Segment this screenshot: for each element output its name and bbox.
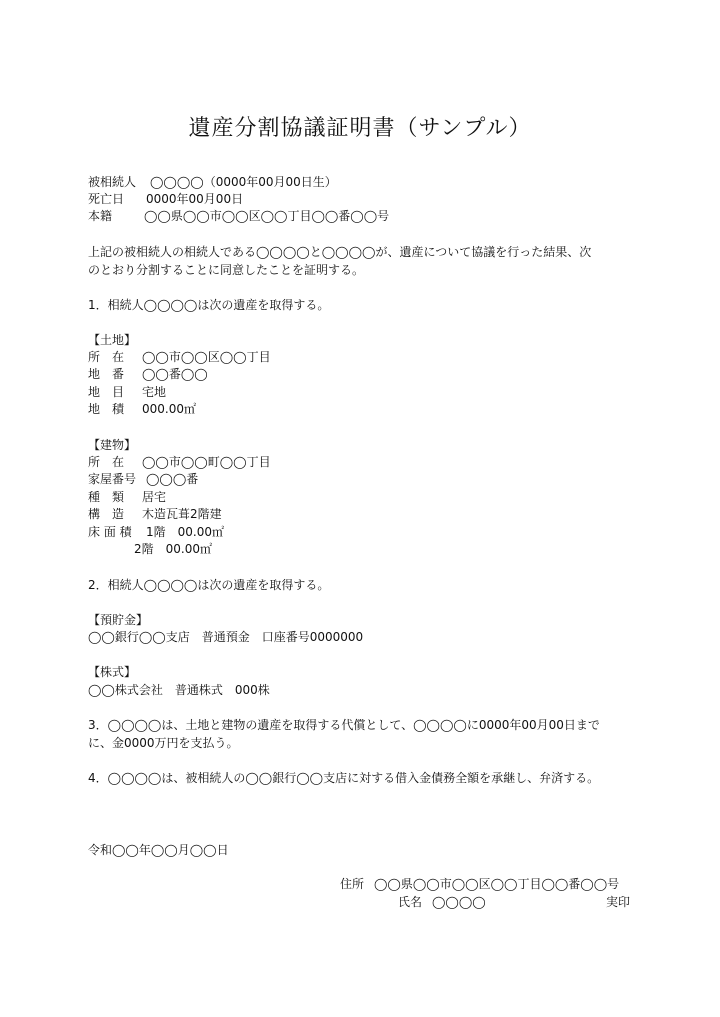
stock-header: 【株式】: [88, 665, 137, 679]
intro-line-1: 上記の被相続人の相続人である◯◯◯◯と◯◯◯◯が、遺産について協議を行った結果、次: [88, 245, 592, 259]
land-area-label: 地 積: [88, 402, 125, 416]
deceased-name-value: ◯◯◯◯（0000年00月00日生）: [150, 175, 337, 189]
domicile-label: 本籍: [88, 209, 113, 223]
land-lot-row: [88, 366, 208, 383]
building-house-no-row: [88, 471, 198, 488]
domicile-row: [88, 208, 389, 225]
building-structure-row: [88, 506, 222, 523]
deceased-name-row: [88, 174, 337, 191]
building-structure-label: 構 造: [88, 507, 125, 521]
building-location-label: 所 在: [88, 455, 125, 469]
building-house-no-label: 家屋番号: [88, 472, 137, 486]
building-location-row: [88, 454, 271, 471]
signature-name-value: ◯◯◯◯: [432, 895, 486, 909]
building-floor-row: [88, 524, 224, 541]
building-structure-value: 木造瓦葺2階建: [142, 507, 222, 521]
land-lot-value: ◯◯番◯◯: [142, 367, 208, 381]
clause3-line-2: に、金0000万円を支払う。: [88, 736, 239, 750]
signature-name-row: [398, 894, 486, 911]
land-area-row: [88, 401, 196, 418]
clause4-line-1: 4．◯◯◯◯は、被相続人の◯◯銀行◯◯支店に対する借入金債務全額を承継し、弁済する。: [88, 771, 600, 785]
deceased-name-label: 被相続人: [88, 175, 137, 189]
document-date: 令和◯◯年◯◯月◯◯日: [88, 843, 229, 857]
domicile-value: ◯◯県◯◯市◯◯区◯◯丁目◯◯番◯◯号: [144, 209, 390, 223]
signature-address-label: 住所: [340, 877, 365, 891]
land-lot-label: 地 番: [88, 367, 125, 381]
death-date-row: [88, 191, 243, 208]
signature-seal-label: 実印: [606, 895, 631, 909]
death-date-value: 0000年00月00日: [146, 192, 244, 206]
building-floor2-value: 2階 00.00㎡: [134, 542, 212, 556]
land-header: 【土地】: [88, 333, 137, 347]
land-category-label: 地 目: [88, 385, 125, 399]
stock-value: ◯◯株式会社 普通株式 000株: [88, 683, 270, 697]
building-type-label: 種 類: [88, 490, 125, 504]
document-title: 遺産分割協議証明書（サンプル）: [188, 116, 532, 141]
building-location-value: ◯◯市◯◯町◯◯丁目: [142, 455, 271, 469]
land-category-row: [88, 384, 166, 401]
deposit-value: ◯◯銀行◯◯支店 普通預金 口座番号0000000: [88, 630, 364, 644]
building-type-value: 居宅: [142, 490, 167, 504]
clause2-heading: 2．相続人◯◯◯◯は次の遺産を取得する。: [88, 578, 330, 592]
signature-address-value: ◯◯県◯◯市◯◯区◯◯丁目◯◯番◯◯号: [374, 877, 620, 891]
death-date-label: 死亡日: [88, 192, 125, 206]
signature-name-label: 氏名: [398, 895, 423, 909]
building-house-no-value: ◯◯◯番: [146, 472, 199, 486]
deposit-header: 【預貯金】: [88, 613, 149, 627]
building-type-row: [88, 489, 166, 506]
land-area-value: 000.00㎡: [142, 402, 196, 416]
clause1-heading: 1．相続人◯◯◯◯は次の遺産を取得する。: [88, 298, 330, 312]
land-location-label: 所 在: [88, 350, 125, 364]
signature-address-row: [340, 876, 619, 893]
land-location-value: ◯◯市◯◯区◯◯丁目: [142, 350, 271, 364]
building-floor-label: 床 面 積: [88, 525, 132, 539]
land-category-value: 宅地: [142, 385, 167, 399]
building-header: 【建物】: [88, 438, 137, 452]
building-floor1-value: 1階 00.00㎡: [146, 525, 224, 539]
intro-line-2: のとおり分割することに同意したことを証明する。: [88, 263, 365, 277]
clause3-line-1: 3．◯◯◯◯は、土地と建物の遺産を取得する代償として、◯◯◯◯に0000年00月00日まで: [88, 718, 600, 732]
land-location-row: [88, 349, 271, 366]
